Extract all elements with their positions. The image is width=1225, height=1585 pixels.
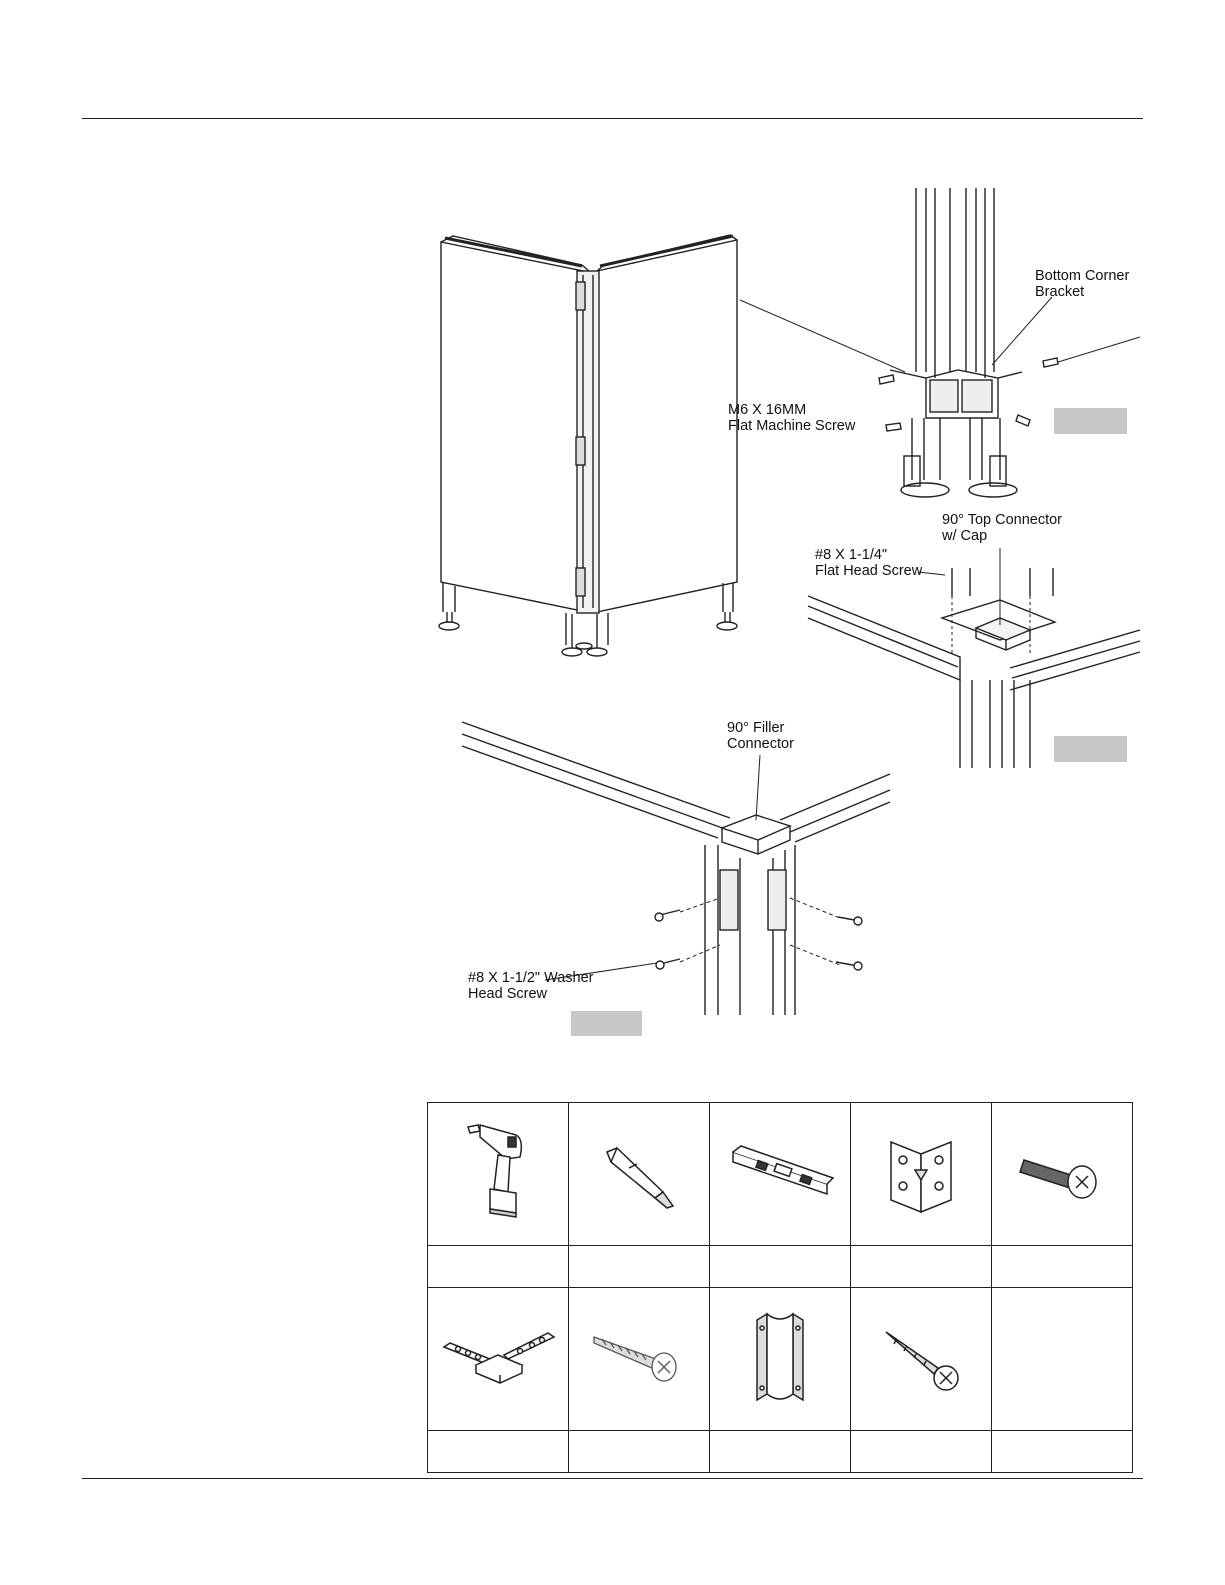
- bracket-cell: [851, 1103, 992, 1246]
- step-badge-3: [571, 1011, 642, 1036]
- screwdriver-bit-icon: [589, 1122, 689, 1222]
- filler-connector-cell: [710, 1288, 851, 1431]
- label-bottom-corner-bracket: Bottom Corner Bracket: [1035, 268, 1130, 300]
- label-cell: [710, 1246, 851, 1288]
- step-badge-1: [1054, 408, 1127, 434]
- wood-screw-cell: [569, 1288, 710, 1431]
- top-connector-icon: [438, 1307, 558, 1407]
- bit-cell: [569, 1103, 710, 1246]
- label-m6-machine-screw: M6 X 16MM Flat Machine Screw: [728, 402, 856, 434]
- machine-screw-cell: [992, 1103, 1133, 1246]
- top-connector-cell: [428, 1288, 569, 1431]
- label-cell: [428, 1246, 569, 1288]
- top-connector-detail: [808, 548, 1140, 768]
- label-cell: [992, 1431, 1133, 1473]
- washer-head-screw-icon: [866, 1312, 976, 1402]
- label-cell: [851, 1246, 992, 1288]
- drill-cell: [428, 1103, 569, 1246]
- wood-screw-icon: [584, 1317, 694, 1397]
- label-cell: [992, 1246, 1133, 1288]
- washer-screw-cell: [851, 1288, 992, 1431]
- label-cell: [569, 1431, 710, 1473]
- label-cell: [851, 1431, 992, 1473]
- label-cell: [710, 1431, 851, 1473]
- label-filler-connector: 90° Filler Connector: [727, 720, 794, 752]
- step-badge-2: [1054, 736, 1127, 762]
- label-top-connector: 90° Top Connector w/ Cap: [942, 512, 1063, 544]
- label-cell: [428, 1431, 569, 1473]
- corner-bracket-icon: [871, 1122, 971, 1222]
- empty-cell: [992, 1288, 1133, 1431]
- label-washer-head-screw: #8 X 1-1/2" Washer Head Screw: [468, 970, 594, 1002]
- label-cell: [569, 1246, 710, 1288]
- corner-cabinet-drawing: [439, 235, 737, 656]
- level-icon: [725, 1132, 835, 1212]
- level-cell: [710, 1103, 851, 1246]
- parts-table: [427, 1102, 1133, 1473]
- drill-icon: [458, 1117, 538, 1227]
- bottom-bracket-detail: [740, 188, 1140, 497]
- label-flat-head-screw: #8 X 1-1/4" Flat Head Screw: [815, 547, 923, 579]
- filler-connector-icon: [735, 1302, 825, 1412]
- machine-screw-icon: [1012, 1132, 1112, 1212]
